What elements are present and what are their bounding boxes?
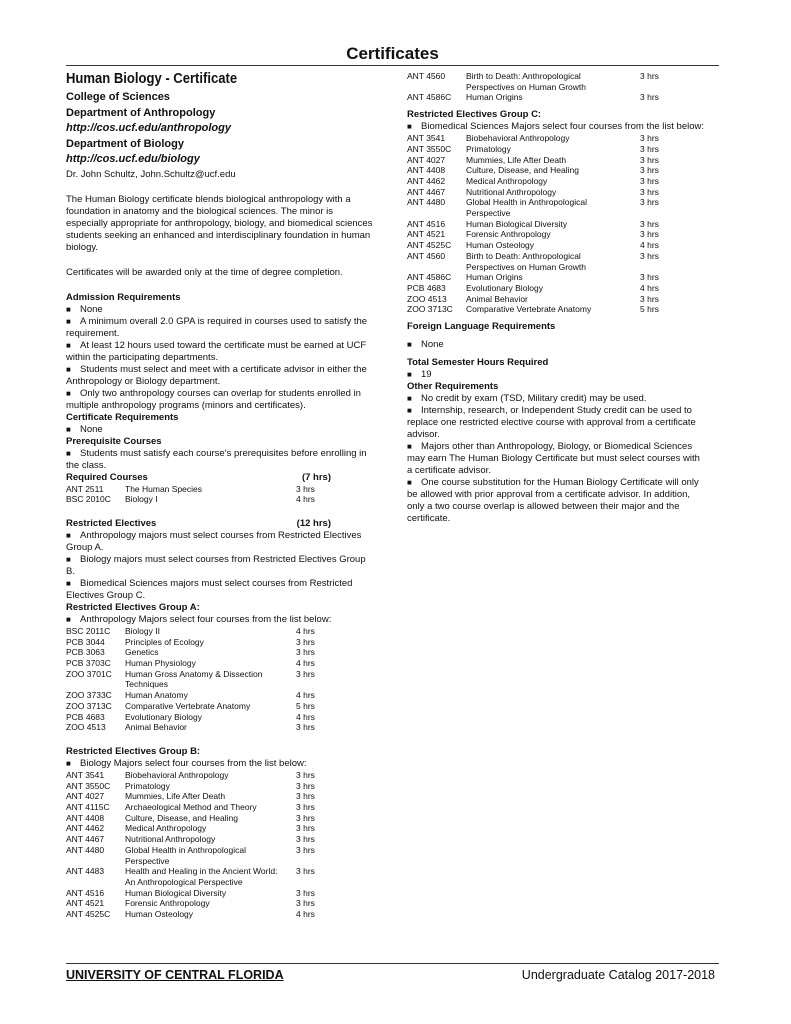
course-name: The Human Species xyxy=(125,483,203,494)
course-code: ANT 4027 xyxy=(66,791,105,802)
course-name-continued: Techniques xyxy=(125,679,169,690)
bullet-square-icon: ■ xyxy=(407,340,412,350)
course-name: Forensic Anthropology xyxy=(466,229,551,240)
bullet-square-icon: ■ xyxy=(407,122,412,132)
course-row xyxy=(407,144,664,155)
course-name: Global Health in Anthropological xyxy=(466,197,587,208)
restricted-electives-label: Restricted Electives xyxy=(66,517,157,529)
course-name: Comparative Vertebrate Anatomy xyxy=(125,700,251,711)
course-name: Human Anatomy xyxy=(125,690,188,701)
anthropology-url-link[interactable]: http://cos.ucf.edu/anthropology xyxy=(66,122,231,134)
bullet-item xyxy=(66,304,373,316)
course-code: PCB 4683 xyxy=(66,711,105,722)
course-name: Biobehavioral Anthropology xyxy=(466,133,570,144)
course-code: ANT 4516 xyxy=(407,218,446,229)
bullet-square-icon: ■ xyxy=(66,530,71,540)
course-code: ANT 4467 xyxy=(66,834,105,845)
course-hours: 4 hrs xyxy=(640,282,659,293)
course-hours: 3 hrs xyxy=(640,175,659,186)
course-name-continued: Perspective xyxy=(125,855,170,866)
group-b-table xyxy=(66,770,320,920)
course-code-empty xyxy=(66,877,125,888)
course-row xyxy=(407,197,664,208)
course-hours: 3 hrs xyxy=(640,154,659,165)
bullet-text: None xyxy=(80,303,103,315)
footer-catalog: Undergraduate Catalog 2017-2018 xyxy=(521,968,715,982)
course-row xyxy=(66,626,320,637)
course-name: Human Biological Diversity xyxy=(125,887,227,898)
course-hours: 5 hrs xyxy=(640,304,659,315)
course-name-continued: Perspectives on Human Growth xyxy=(466,81,586,92)
course-row xyxy=(407,229,664,240)
bullet-text: None xyxy=(421,339,444,351)
course-row xyxy=(66,722,320,733)
course-code: ZOO 3713C xyxy=(66,700,112,711)
bullet-text: 19 xyxy=(421,369,432,381)
certificate-requirements-heading: Certificate Requirements xyxy=(66,411,179,423)
course-hours-empty xyxy=(640,82,664,93)
course-name: Biology I xyxy=(125,494,158,505)
bullet-text: Anthropology Majors select four courses from the list below: xyxy=(80,613,332,625)
bullet-item xyxy=(407,441,707,477)
course-hours: 5 hrs xyxy=(296,700,315,711)
course-code: ANT 3550C xyxy=(407,143,452,154)
bullet-square-icon: ■ xyxy=(66,448,71,458)
course-row xyxy=(66,669,320,680)
bullet-square-icon: ■ xyxy=(66,316,71,326)
bullet-text: Biomedical Sciences Majors select four courses from the list below: xyxy=(421,121,705,133)
course-code: ZOO 3701C xyxy=(66,668,112,679)
bullet-text: Biology Majors select four courses from the list below: xyxy=(80,757,307,769)
required-courses-table xyxy=(66,484,320,505)
course-hours: 3 hrs xyxy=(296,791,315,802)
course-code: ANT 2511 xyxy=(66,483,104,494)
course-code: ANT 4462 xyxy=(66,823,105,834)
course-name: Culture, Disease, and Healing xyxy=(125,812,238,823)
course-hours: 3 hrs xyxy=(640,197,659,208)
course-code: ANT 4525C xyxy=(407,240,452,251)
course-hours-empty xyxy=(640,262,664,273)
certificate-title: Human Biology - Certificate xyxy=(66,71,238,87)
course-row xyxy=(66,637,320,648)
group-b-heading: Restricted Electives Group B: xyxy=(66,745,201,757)
required-courses-label: Required Courses xyxy=(66,471,148,483)
bullet-square-icon: ■ xyxy=(407,370,412,380)
left-column xyxy=(66,71,373,920)
course-name: Biology II xyxy=(125,625,160,636)
certificate-requirements-list xyxy=(66,424,373,436)
course-hours: 3 hrs xyxy=(296,844,315,855)
course-row xyxy=(407,133,664,144)
course-name-continued: Perspectives on Human Growth xyxy=(466,261,586,272)
course-hours: 3 hrs xyxy=(640,71,659,81)
course-code: BSC 2011C xyxy=(66,625,111,636)
course-name: Culture, Disease, and Healing xyxy=(466,165,579,176)
group-a-heading: Restricted Electives Group A: xyxy=(66,601,200,613)
course-name: Forensic Anthropology xyxy=(125,898,210,909)
course-code: ZOO 3713C xyxy=(407,304,453,315)
bullet-text: Majors other than Anthropology, Biology, or Biomedical Sciences may earn The Human Biology Certificate but must select courses with a certificate advisor. xyxy=(407,441,700,477)
bullet-text: Only two anthropology courses can overlap for students enrolled in multiple anthropology programs (minors and certificates). xyxy=(66,387,361,411)
bullet-square-icon: ■ xyxy=(66,554,71,564)
bullet-square-icon: ■ xyxy=(66,340,71,350)
bullet-square-icon: ■ xyxy=(66,388,71,398)
course-code-empty xyxy=(66,679,125,690)
course-row-continued xyxy=(407,208,664,219)
course-row xyxy=(66,690,320,701)
course-hours: 4 hrs xyxy=(296,658,315,669)
course-name: Human Osteology xyxy=(466,240,535,251)
page-title: Certificates xyxy=(346,44,439,63)
right-column xyxy=(407,71,707,525)
bullet-text: Anthropology majors must select courses from Restricted Electives Group A. xyxy=(66,529,362,553)
course-name: Mummies, Life After Death xyxy=(125,791,226,802)
group-a-note xyxy=(66,614,373,626)
course-row-continued xyxy=(407,82,664,93)
restricted-electives-list xyxy=(66,530,373,602)
group-c-table xyxy=(407,133,664,315)
course-code: ANT 4521 xyxy=(66,898,105,909)
department-anthropology: Department of Anthropology xyxy=(66,106,216,119)
footer-divider xyxy=(66,963,719,964)
admission-heading: Admission Requirements xyxy=(66,291,181,303)
course-code: ANT 4115C xyxy=(66,802,110,813)
course-hours: 4 hrs xyxy=(640,240,659,251)
course-row xyxy=(66,813,320,824)
bullet-square-icon: ■ xyxy=(407,406,412,416)
course-code: ANT 4560 xyxy=(407,250,446,261)
course-code: PCB 4683 xyxy=(407,282,446,293)
required-courses-hours: (7 hrs) xyxy=(301,471,331,483)
course-code: ANT 4516 xyxy=(66,887,105,898)
course-hours: 3 hrs xyxy=(640,272,659,283)
course-row xyxy=(407,294,664,305)
course-row xyxy=(66,494,320,505)
course-name: Human Biological Diversity xyxy=(466,218,568,229)
bullet-item xyxy=(66,554,373,578)
bullet-item xyxy=(66,758,373,770)
course-row xyxy=(66,701,320,712)
course-row xyxy=(66,647,320,658)
course-code: ANT 4560 xyxy=(407,71,446,81)
course-hours: 3 hrs xyxy=(640,143,659,154)
bullet-item xyxy=(66,424,373,436)
course-hours: 3 hrs xyxy=(296,483,315,494)
biology-url-link[interactable]: http://cos.ucf.edu/biology xyxy=(66,153,200,165)
bullet-text: Biology majors must select courses from Restricted Electives Group B. xyxy=(66,553,366,577)
course-code: PCB 3063 xyxy=(66,647,105,658)
course-hours-empty xyxy=(296,679,320,690)
course-hours: 3 hrs xyxy=(296,769,315,780)
course-row-continued xyxy=(66,679,320,690)
bullet-square-icon: ■ xyxy=(66,424,71,434)
course-code-empty xyxy=(407,262,466,273)
course-hours: 3 hrs xyxy=(640,165,659,176)
course-name: Evolutionary Biology xyxy=(466,282,544,293)
course-hours: 3 hrs xyxy=(640,133,659,144)
footer-university: UNIVERSITY OF CENTRAL FLORIDA xyxy=(66,968,284,982)
course-name-continued: An Anthropological Perspective xyxy=(125,876,243,887)
course-code-empty xyxy=(407,82,466,93)
course-hours: 3 hrs xyxy=(296,780,315,791)
bullet-square-icon: ■ xyxy=(66,364,71,374)
course-name: Human Origins xyxy=(466,272,523,283)
course-hours: 3 hrs xyxy=(296,898,315,909)
course-code: ANT 4408 xyxy=(66,812,105,823)
course-code: ANT 4586C xyxy=(407,272,452,283)
course-row xyxy=(66,658,320,669)
bullet-square-icon: ■ xyxy=(66,758,71,768)
group-b-note xyxy=(66,758,373,770)
course-row xyxy=(66,866,320,877)
course-hours: 3 hrs xyxy=(296,887,315,898)
course-name: Primatology xyxy=(466,143,511,154)
bullet-text: Students must select and meet with a certificate advisor in either the Anthropology or Biology department. xyxy=(66,363,367,387)
course-hours-empty xyxy=(296,856,320,867)
contact-info: Dr. John Schultz, John.Schultz@ucf.edu xyxy=(66,168,236,180)
other-requirements-list xyxy=(407,393,707,525)
course-hours: 3 hrs xyxy=(640,250,659,261)
total-hours-list xyxy=(407,369,707,381)
course-row xyxy=(66,834,320,845)
bullet-item xyxy=(66,340,373,364)
course-name: Health and Healing in the Ancient World: xyxy=(125,866,278,877)
course-code: ANT 4480 xyxy=(66,844,105,855)
course-row xyxy=(66,770,320,781)
bullet-item xyxy=(66,530,373,554)
bullet-square-icon: ■ xyxy=(66,614,71,624)
course-name: Birth to Death: Anthropological xyxy=(466,250,581,261)
course-code-empty xyxy=(407,208,466,219)
course-code: ZOO 4513 xyxy=(66,722,106,733)
course-row xyxy=(66,898,320,909)
course-name: Global Health in Anthropological xyxy=(125,844,246,855)
required-courses-heading xyxy=(66,472,331,484)
bullet-text: None xyxy=(80,423,103,435)
course-code: ANT 4480 xyxy=(407,197,446,208)
course-name: Human Physiology xyxy=(125,658,196,669)
prerequisite-list xyxy=(66,448,373,472)
course-row xyxy=(407,165,664,176)
course-hours: 4 hrs xyxy=(296,711,315,722)
course-name: Biobehavioral Anthropology xyxy=(125,769,229,780)
course-name: Nutritional Anthropology xyxy=(125,834,216,845)
course-code: ANT 4408 xyxy=(407,165,446,176)
restricted-electives-heading xyxy=(66,518,331,530)
bullet-text: No credit by exam (TSD, Military credit) may be used. xyxy=(421,393,647,405)
course-hours: 3 hrs xyxy=(296,866,315,877)
course-row xyxy=(407,219,664,230)
course-name: Nutritional Anthropology xyxy=(466,186,557,197)
course-name: Principles of Ecology xyxy=(125,636,204,647)
course-code: ANT 3541 xyxy=(66,769,105,780)
course-hours: 3 hrs xyxy=(296,812,315,823)
bullet-square-icon: ■ xyxy=(407,442,412,452)
course-hours-empty xyxy=(640,208,664,219)
course-name: Genetics xyxy=(125,647,159,658)
course-row xyxy=(66,823,320,834)
course-row xyxy=(407,155,664,166)
bullet-item xyxy=(66,364,373,388)
course-row xyxy=(407,283,664,294)
bullet-item xyxy=(407,369,707,381)
course-row-continued xyxy=(66,877,320,888)
course-hours: 3 hrs xyxy=(640,293,659,304)
foreign-language-list xyxy=(407,339,707,351)
course-row xyxy=(407,176,664,187)
course-hours: 4 hrs xyxy=(296,909,315,920)
bullet-text: At least 12 hours used toward the certificate must be earned at UCF within the participating departments. xyxy=(66,339,367,363)
course-hours: 3 hrs xyxy=(640,186,659,197)
restricted-electives-hours: (12 hrs) xyxy=(296,517,331,529)
course-code: ANT 4586C xyxy=(407,92,452,103)
course-hours: 3 hrs xyxy=(296,823,315,834)
bullet-text: Internship, research, or Independent Study credit can be used to replace one restricted elective course with approval from a certificate advisor. xyxy=(407,405,696,441)
course-hours: 4 hrs xyxy=(296,625,315,636)
course-code: ANT 3550C xyxy=(66,780,111,791)
course-code: ANT 3541 xyxy=(407,133,446,144)
bullet-text: A minimum overall 2.0 GPA is required in courses used to satisfy the requirement. xyxy=(66,315,368,339)
group-b-continued-table xyxy=(407,71,664,103)
course-code: ZOO 4513 xyxy=(407,293,447,304)
course-row xyxy=(66,484,320,495)
college-name: College of Sciences xyxy=(66,91,170,103)
bullet-item xyxy=(66,614,373,626)
course-hours: 4 hrs xyxy=(296,494,315,505)
course-row xyxy=(66,909,320,920)
course-name: Comparative Vertebrate Anatomy xyxy=(466,304,592,315)
bullet-text: Biomedical Sciences majors must select courses from Restricted Electives Group C. xyxy=(66,577,353,601)
course-hours: 3 hrs xyxy=(640,92,659,103)
course-code: ANT 4483 xyxy=(66,866,105,877)
course-code: ANT 4462 xyxy=(407,175,446,186)
course-hours: 3 hrs xyxy=(640,218,659,229)
course-row xyxy=(407,71,664,82)
admission-list xyxy=(66,304,373,412)
course-hours: 3 hrs xyxy=(296,647,315,658)
bullet-square-icon: ■ xyxy=(66,578,71,588)
bullet-item xyxy=(407,477,707,525)
course-row xyxy=(66,791,320,802)
bullet-square-icon: ■ xyxy=(407,394,412,404)
course-row xyxy=(66,845,320,856)
course-name: Birth to Death: Anthropological xyxy=(466,71,581,81)
course-code-empty xyxy=(66,856,125,867)
course-hours-empty xyxy=(296,877,320,888)
course-row xyxy=(66,712,320,723)
bullet-item xyxy=(66,448,373,472)
course-name: Medical Anthropology xyxy=(466,175,548,186)
course-hours: 3 hrs xyxy=(296,668,315,679)
group-c-note xyxy=(407,121,707,133)
course-code: ANT 4525C xyxy=(66,909,111,920)
course-code: ANT 4027 xyxy=(407,154,446,165)
group-a-table xyxy=(66,626,320,733)
course-hours: 3 hrs xyxy=(296,722,315,733)
course-hours: 3 hrs xyxy=(640,229,659,240)
course-row-continued xyxy=(407,262,664,273)
course-row xyxy=(66,781,320,792)
course-name: Archaeological Method and Theory xyxy=(125,802,257,813)
bullet-item xyxy=(407,393,707,405)
course-row-continued xyxy=(66,856,320,867)
bullet-item xyxy=(66,578,373,602)
intro-paragraph: The Human Biology certificate blends biological anthropology with a foundation in anatomy and the biological sciences. The minor is especially appropriate for anthropology, biology, and biomedical sciences students seeking an enhanced and interdisciplinary foundation in human biology. xyxy=(66,193,373,253)
course-hours: 4 hrs xyxy=(296,690,315,701)
course-hours: 3 hrs xyxy=(296,834,315,845)
course-hours: 3 hrs xyxy=(296,802,315,813)
group-c-heading: Restricted Electives Group C: xyxy=(407,109,542,121)
course-code: BSC 2010C xyxy=(66,494,111,505)
course-name-continued: Perspective xyxy=(466,208,511,219)
course-name: Primatology xyxy=(125,780,170,791)
title-divider xyxy=(66,65,719,66)
course-name: Animal Behavior xyxy=(125,722,187,733)
course-row xyxy=(407,251,664,262)
course-name: Mummies, Life After Death xyxy=(466,154,567,165)
department-biology: Department of Biology xyxy=(66,137,184,150)
bullet-item xyxy=(407,405,707,441)
course-row xyxy=(407,92,664,103)
other-requirements-heading: Other Requirements xyxy=(407,381,499,393)
course-name: Human Origins xyxy=(466,92,523,103)
course-row xyxy=(407,304,664,315)
bullet-item xyxy=(407,339,707,351)
course-row xyxy=(407,240,664,251)
course-row xyxy=(66,802,320,813)
bullet-item xyxy=(407,121,707,133)
total-hours-heading: Total Semester Hours Required xyxy=(407,357,549,369)
bullet-square-icon: ■ xyxy=(407,478,412,488)
bullet-item xyxy=(66,316,373,340)
course-hours: 3 hrs xyxy=(296,636,315,647)
course-name: Human Osteology xyxy=(125,909,194,920)
course-code: PCB 3044 xyxy=(66,636,105,647)
course-code: PCB 3703C xyxy=(66,658,111,669)
bullet-text: One course substitution for the Human Biology Certificate will only be allowed with prior approval from a certificate advisor. In addition, only a two course overlap is allowed between their major and the certificate. xyxy=(407,477,699,525)
course-name: Animal Behavior xyxy=(466,293,528,304)
course-code: ZOO 3733C xyxy=(66,690,112,701)
course-name: Human Gross Anatomy & Dissection xyxy=(125,668,263,679)
bullet-item xyxy=(66,388,373,412)
bullet-text: Students must satisfy each course’s prerequisites before enrolling in the class. xyxy=(66,447,367,471)
course-name: Medical Anthropology xyxy=(125,823,207,834)
foreign-language-heading: Foreign Language Requirements xyxy=(407,321,556,333)
bullet-square-icon: ■ xyxy=(66,304,71,314)
course-row xyxy=(66,888,320,899)
award-note: Certificates will be awarded only at the time of degree completion. xyxy=(66,266,343,278)
prerequisite-heading: Prerequisite Courses xyxy=(66,435,162,447)
course-code: ANT 4467 xyxy=(407,186,446,197)
course-row xyxy=(407,272,664,283)
course-row xyxy=(407,187,664,198)
course-code: ANT 4521 xyxy=(407,229,446,240)
course-name: Evolutionary Biology xyxy=(125,711,203,722)
